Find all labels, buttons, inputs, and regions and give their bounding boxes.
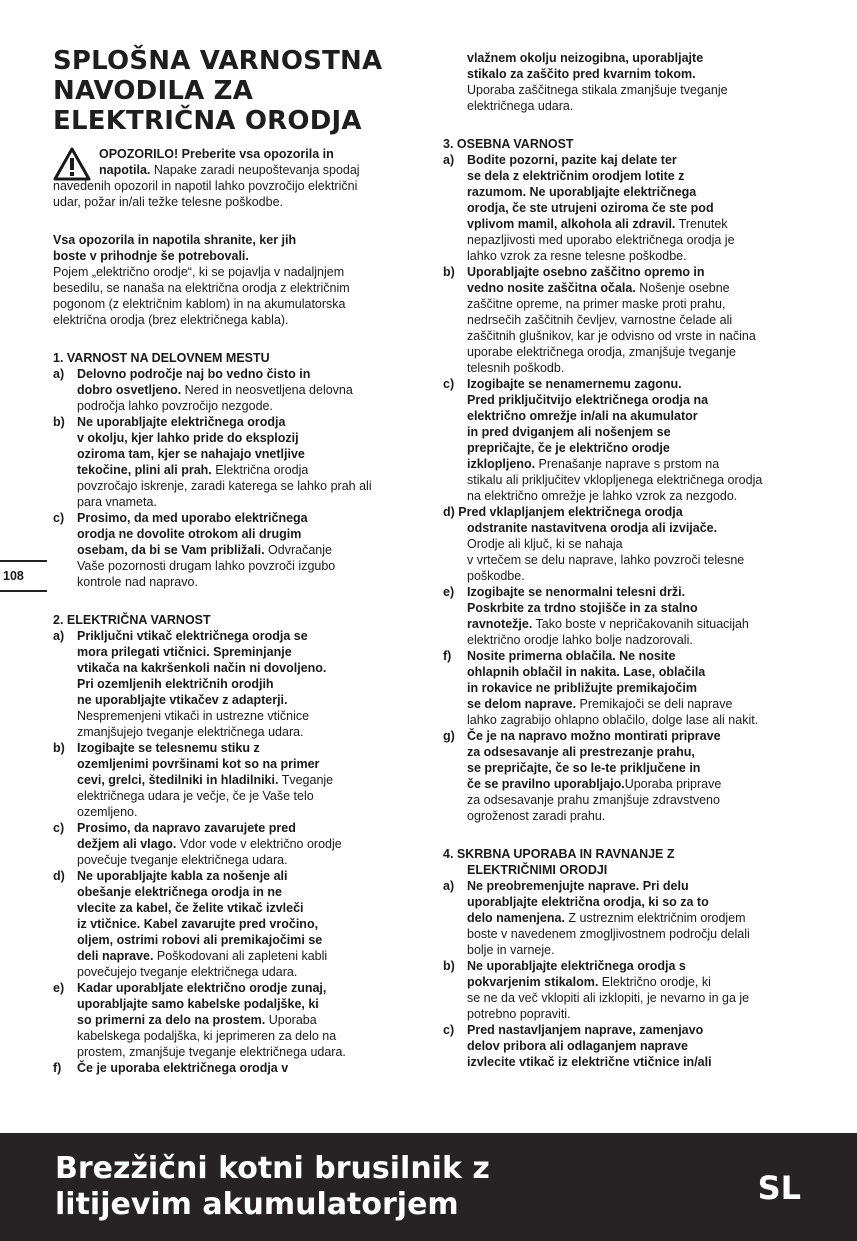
warning-triangle-icon	[53, 147, 91, 181]
item-label: f)	[443, 649, 452, 663]
section-2	[53, 612, 415, 1076]
section-heading: 3. OSEBNA VARNOST	[443, 137, 574, 151]
list-item: a) Ne preobremenjujte naprave. Pri delu uporabljajte električna orodja, ki so za to delo namenjena. Z ustreznim električnim orodjem boste v navedenem zmogljivostnem področju delali bolje in varneje.	[443, 879, 750, 957]
item-label: a)	[443, 153, 455, 167]
section-heading: 1. VARNOST NA DELOVNEM MESTU	[53, 351, 270, 365]
item-label: b)	[53, 415, 65, 429]
item-label: g)	[443, 729, 455, 743]
list-item: b) Ne uporabljajte električnega orodja s pokvarjenim stikalom. Električno orodje, ki se ne da več vklopiti ali izklopiti, je nevarno in ga je potrebno popraviti.	[443, 959, 750, 1021]
footer-title: Brezžični kotni brusilnik z litijevim akumulatorjem	[55, 1151, 490, 1222]
language-code: SL	[757, 1169, 801, 1207]
list-item: c) Izogibajte se nenamernemu zagonu. Pred priključitvijo električnega orodja na električno omrežje in/ali na akumulator in pred dviganjem ali nošenjem se prepričajte, če je električno orodje izklopljeno. Prenašanje naprave s prstom na stikalu ali priključitev vklopljenega električnega orodja na električno omrežje je lahko vzrok za nezgodo.	[443, 377, 763, 503]
item-label: b)	[53, 741, 65, 755]
footer-bar	[0, 1133, 857, 1241]
warning-block: OPOZORILO! Preberite vsa opozorila in napotila. Napake zaradi neupoštevanja spodaj navedenih opozoril in napotil lahko povzročijo električni udar, požar in/ali težke telesne poškodbe.	[53, 147, 360, 209]
item-label: a)	[53, 367, 65, 381]
item-label: a)	[443, 879, 455, 893]
section-heading-cont: ELEKTRIČNIMI ORODJI	[467, 863, 608, 877]
list-item: e) Kadar uporabljate električno orodje zunaj, uporabljajte samo kabelske podaljške, ki so primerni za delo na prostem. Uporaba kabelskega podaljška, ki jeprimeren za delo na prostem, zmanjšuje tveganje električnega udara.	[53, 981, 346, 1059]
list-item: b) Izogibajte se telesnemu stiku z ozemljenimi površinami kot so na primer cevi, grelci, štedilniki in hladilniki. Tveganje električnega udara je večje, če je Vaše telo ozemljeno.	[53, 741, 334, 819]
item-label: e)	[443, 585, 455, 599]
item-label: c)	[53, 511, 65, 525]
right-column	[443, 50, 805, 1070]
section-1	[53, 350, 415, 590]
list-item: c) Prosimo, da med uporabo električnega orodja ne dovolite otrokom ali drugim osebam, da bi se Vam približali. Odvračanje Vaše pozornosti drugam lahko povzroči izgubo kontrole nad napravo.	[53, 511, 336, 589]
item-label: f)	[53, 1061, 62, 1075]
section-heading: 4. SKRBNA UPORABA IN RAVNANJE Z	[443, 847, 675, 861]
list-item: c) Prosimo, da napravo zavarujete pred dežjem ali vlago. Vdor vode v električno orodje povečuje tveganje električnega udara.	[53, 821, 342, 867]
item-label: b)	[443, 959, 455, 973]
item-label: c)	[53, 821, 65, 835]
page-title: SPLOŠNA VARNOSTNA NAVODILA ZA ELEKTRIČNA ORODJA	[53, 46, 383, 136]
list-item: g) Če je na napravo možno montirati priprave za odsesavanje ali prestrezanje prahu, se prepričajte, če so le-te priključene in če se pravilno uporabljajo.Uporaba priprave za odsesavanje prahu zmanjšuje zdravstveno ogroženost zaradi prahu.	[443, 729, 722, 823]
section-3	[443, 136, 805, 824]
list-item: f) Če je uporaba električnega orodja v	[53, 1061, 289, 1075]
list-item: c) Pred nastavljanjem naprave, zamenjavo delov pribora ali odlaganjem naprave izvlecite vtikač iz električne vtičnice in/ali	[443, 1023, 712, 1069]
list-item: a) Priključni vtikač električnega orodja se mora prilegati vtičnici. Spreminjanje vtikača na kakršenkoli način ni dovoljeno. Pri ozemljenih električnih orodjih ne uporabljajte vtikačev z adapterji. Nespremenjeni vtikači in ustrezne vtičnice zmanjšujejo tveganje električnega udara.	[53, 629, 327, 739]
section-4	[443, 846, 805, 1070]
item-label: e)	[53, 981, 65, 995]
list-item: e) Izogibajte se nenormalni telesni drži. Poskrbite za trdno stojišče in za stalno ravnotežje. Tako boste v nepričakovanih situacijah električno orodje lahko bolje nadzorovali.	[443, 585, 749, 647]
list-item: b) Ne uporabljajte električnega orodja v okolju, kjer lahko pride do eksplozij oziroma tam, kjer se nahajajo vnetljive tekočine, plini ali prah. Električna orodja povzročajo iskrenje, zaradi katerega se lahko prah ali para vnameta.	[53, 415, 372, 509]
list-item: a) Bodite pozorni, pazite kaj delate ter se dela z električnim orodjem lotite z razumom. Ne uporabljajte električnega orodja, če ste utrujeni oziroma če ste pod vplivom mamil, alkohola ali zdravil. Trenutek nepazljivosti med uporabo električnega orodja je lahko vzrok za resne telesne poškodbe.	[443, 153, 735, 263]
item-label: c)	[443, 377, 455, 391]
left-column	[53, 46, 415, 1076]
list-item: b) Uporabljajte osebno zaščitno opremo in vedno nosite zaščitna očala. Nošenje osebne zaščitne opreme, na primer maske proti prahu, nedrsečih zaščitnih čevljev, varnostne čelade ali zaščitnih glušnikov, kar je odvisno od vrste in načina uporabe električnega orodja, zmanjšuje tveganje telesnih poškodb.	[443, 265, 756, 375]
item-label: a)	[53, 629, 65, 643]
list-item: d) Ne uporabljajte kabla za nošenje ali obešanje električnega orodja in ne vlecite za kabel, če želite vtikač izvleči iz vtičnice. Kabel zavarujte pred vročino, oljem, ostrimi robovi ali premikajočimi se deli naprave. Poškodovani ali zapleteni kabli povečujejo tveganje električnega udara.	[53, 869, 328, 979]
list-item: d) Pred vklapljanjem električnega orodja odstranite nastavitvena orodja ali izvijače. Orodje ali ključ, ki se nahaja v vrtečem se delu naprave, lahko povzroči telesne poškodbe.	[443, 505, 745, 583]
section-heading: 2. ELEKTRIČNA VARNOST	[53, 613, 211, 627]
item-label: d)	[53, 869, 65, 883]
item-label: b)	[443, 265, 455, 279]
list-item: f) Nosite primerna oblačila. Ne nosite ohlapnih oblačil in nakita. Lase, oblačila in rokavice ne približujte premikajočim se delom naprave. Premikajoči se deli naprave lahko zagrabijo ohlapno oblačilo, dolge lase ali nakit.	[443, 649, 759, 727]
item-label: c)	[443, 1023, 455, 1037]
list-item-continued: vlažnem okolju neizogibna, uporabljajte stikalo za zaščito pred kvarnim tokom. Uporaba zaščitnega stikala zmanjšuje tveganje električnega udara.	[467, 51, 728, 113]
intro-paragraph: Vsa opozorila in napotila shranite, ker jih boste v prihodnje še potrebovali. Pojem „električno orodje“, ki se pojavlja v nadaljnjem besedilu, se nanaša na električna orodja z električnim pogonom (z električnim kablom) in na akumulatorska električna orodja (brez električnega kabla).	[53, 233, 350, 327]
list-item: a) Delovno področje naj bo vedno čisto in dobro osvetljeno. Nered in neosvetljena delovna področja lahko povzročijo nezgode.	[53, 367, 353, 413]
page-number: 108	[0, 560, 47, 592]
